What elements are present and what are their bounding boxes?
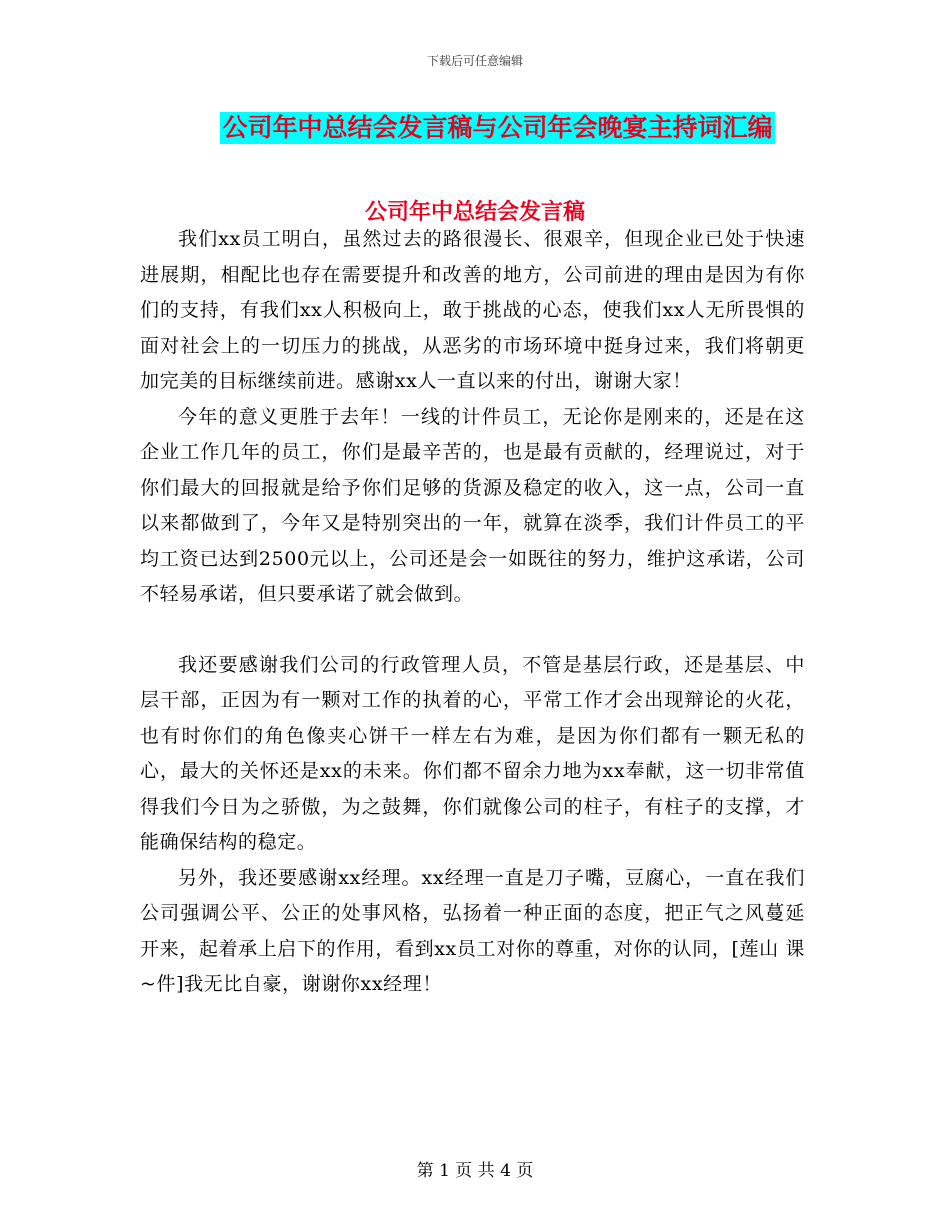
paragraph-3: 我还要感谢我们公司的行政管理人员，不管是基层行政，还是基层、中层干部，正因为有一颗对工作的执着的心，平常工作才会出现辩论的火花，也有时你们的角色像夹心饼干一样左右为难，是因为你们都有一颗无私的心，最大的关怀还是xx的未来。你们都不留余力地为xx奉献，这一切非常值得我们今日为之骄傲，为之鼓舞，你们就像公司的柱子，有柱子的支撑，才能确保结构的稳定。 — [140, 653, 805, 853]
header-note: 下载后可任意编辑 — [426, 54, 523, 68]
paragraph-1: 我们xx员工明白，虽然过去的路很漫长、很艰辛，但现企业已处于快速进展期，相配比也存在需要提升和改善的地方，公司前进的理由是因为有你们的支持，有我们xx人积极向上，敢于挑战的心态，使我们xx人无所畏惧的面对社会上的一切压力的挑战，从恶劣的市场环境中挺身过来，我们将朝更加完美的目标继续前进。感谢xx人一直以来的付出，谢谢大家！ — [140, 228, 805, 392]
document-body — [140, 222, 805, 1003]
page-number-footer: 第 1 页 共 4 页 — [416, 1161, 534, 1181]
document-title: 公司年中总结会发言稿与公司年会晚宴主持词汇编 — [222, 113, 773, 142]
section-title: 公司年中总结会发言稿 — [364, 200, 585, 225]
paragraph-2: 今年的意义更胜于去年！一线的计件员工，无论你是刚来的，还是在这企业工作几年的员工，你们是最辛苦的，也是最有贡献的，经理说过，对于你们最大的回报就是给予你们足够的货源及稳定的收入，这一点，公司一直以来都做到了，今年又是特别突出的一年，就算在淡季，我们计件员工的平均工资已达到2500元以上，公司还是会一如既往的努力，维护这承诺，公司不轻易承诺，但只要承诺了就会做到。 — [140, 405, 805, 605]
document-title-container — [0, 112, 950, 144]
paragraph-4: 另外，我还要感谢xx经理。xx经理一直是刀子嘴，豆腐心，一直在我们公司强调公平、公正的处事风格，弘扬着一种正面的态度，把正气之风蔓延开来，起着承上启下的作用，看到xx员工对你的尊重，对你的认同，[莲山 课~件]我无比自豪，谢谢你xx经理！ — [140, 866, 805, 995]
